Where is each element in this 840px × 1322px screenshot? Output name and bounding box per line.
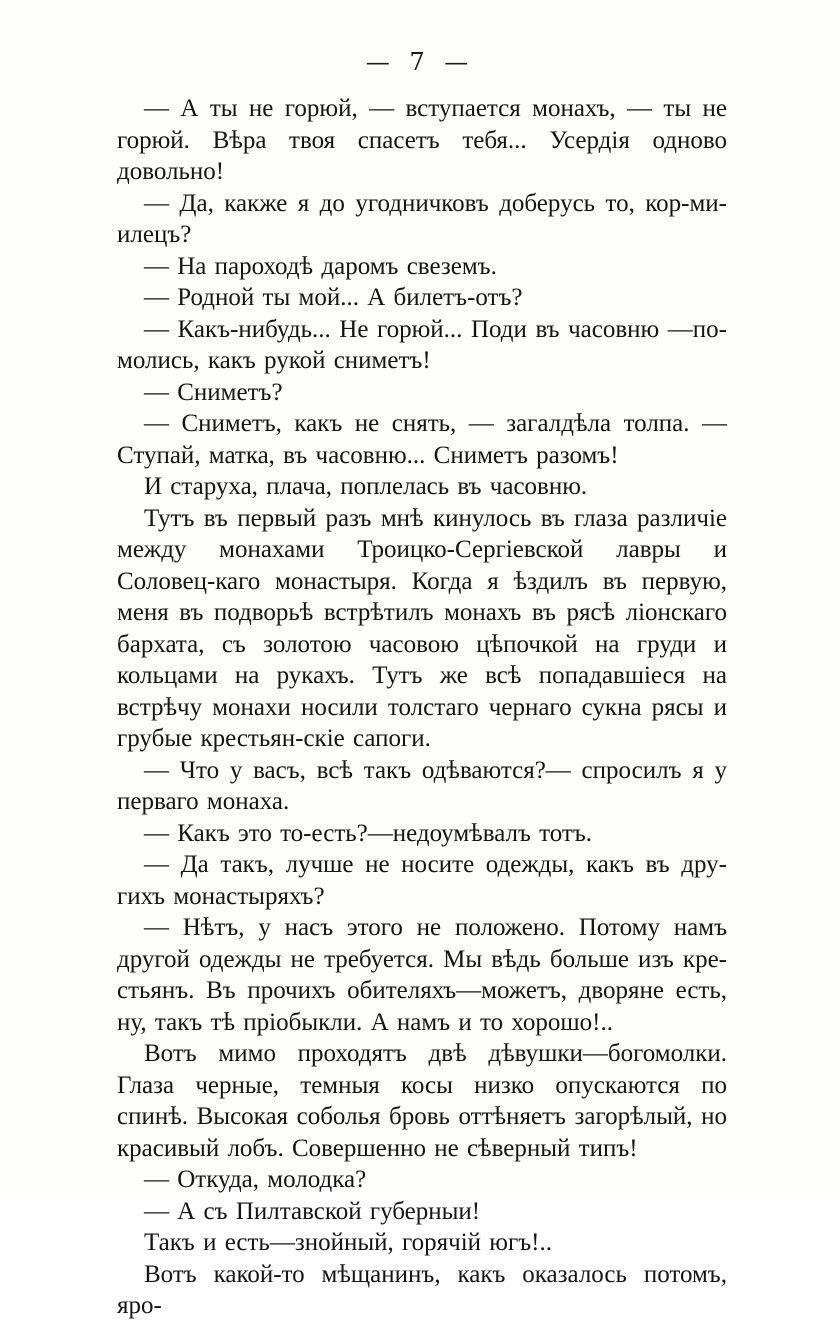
paragraph: — Родной ты мой... А билетъ-отъ? [144, 284, 523, 311]
paragraph: — Да такъ, лучше не носите одежды, какъ въ дру-гихъ монастыряхъ? [117, 851, 727, 910]
paragraph: — Нѣтъ, у насъ этого не положено. Потому намъ другой одежды не требуется. Мы вѣдь больше изъ кре-стьянъ. Въ прочихъ обителяхъ—можетъ, дворяне есть, ну, такъ тѣ прiобыкли. А намъ и то хорошо!.. [117, 914, 727, 1036]
paragraph: — Что у васъ, всѣ такъ одѣваются?— спросилъ я у перваго монаха. [117, 756, 727, 815]
paragraph: — А съ Пилтавской губерныи! [144, 1197, 481, 1225]
paragraph: Тутъ въ первый разъ мнѣ кинулось въ глаза различiе между монахами Троицко-Сергiевской лавры и Соловец-каго монастыря. Когда я ѣздилъ въ первую, меня въ подворьѣ встрѣтилъ монахъ въ рясѣ лiонскаго бархата, съ золотою часовою цѣпочкой на груди и кольцами на рукахъ. Тутъ же всѣ попадавшiеся на встрѣчу монахи носили толстаго чернаго сукна рясы и грубые крестьян-скiе сапоги. [117, 504, 727, 752]
paragraph: — Сниметъ, какъ не снять, — загалдѣла толпа. — Ступай, матка, въ часовню... Сниметъ разомъ! [117, 410, 727, 469]
paragraph: — На пароходѣ даромъ свеземъ. [144, 252, 497, 280]
page-number: — 7 — [365, 48, 475, 76]
paragraph: И старуха, плача, поплелась въ часовню. [144, 473, 588, 500]
paragraph: — А ты не горюй, — вступается монахъ, — ты не горюй. Вѣра твоя спасетъ тебя... Усердiя одново довольно! [117, 95, 727, 185]
body-text [117, 93, 727, 1322]
paragraph: — Какъ это то-есть?—недоумѣвалъ тотъ. [144, 819, 593, 847]
paragraph: — Откуда, молодка? [144, 1166, 367, 1193]
paragraph: Такъ и есть—знойный, горячiй югъ!.. [144, 1229, 552, 1256]
paragraph: — Какъ-нибудь... Не горюй... Поди въ часовню —по-молись, какъ рукой сниметъ! [117, 315, 727, 374]
paragraph: Вотъ какой-то мѣщанинъ, какъ оказалось потомъ, яро- [117, 1260, 727, 1319]
paragraph: Вотъ мимо проходятъ двѣ дѣвушки—богомолки. Глаза черные, темныя косы низко опускаются по спинѣ. Высокая соболья бровь оттѣняетъ загорѣлый, но красивый лобъ. Совершенно не сѣверный типъ! [117, 1040, 727, 1162]
paragraph: — Да, какже я до угодничковъ доберусь то, кор-ми-илецъ? [117, 189, 727, 248]
paragraph: — Сниметъ? [144, 378, 283, 406]
